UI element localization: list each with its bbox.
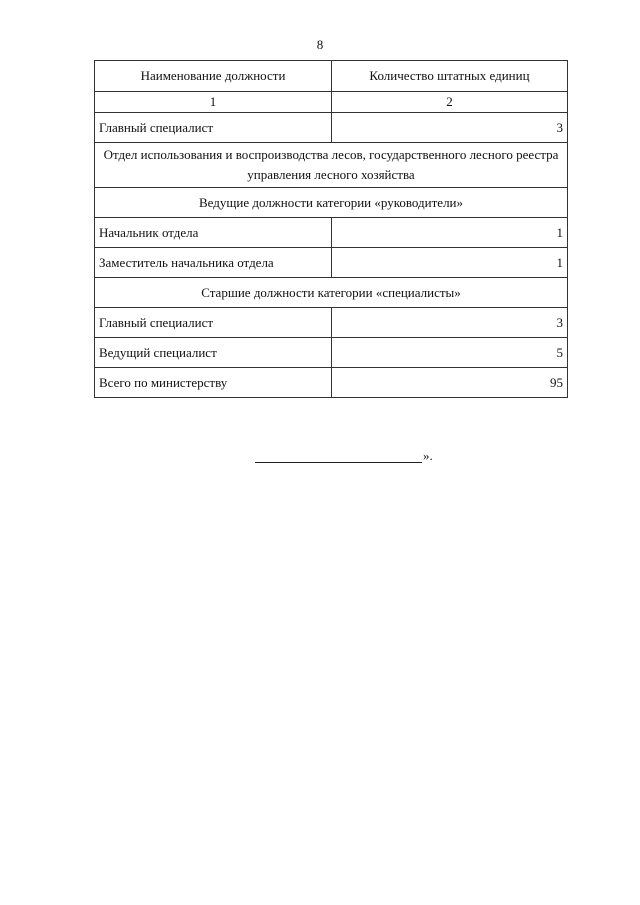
page-number: 8 [316, 37, 324, 52]
closing-mark: ». [423, 448, 433, 463]
section-row [95, 278, 568, 308]
table-row [95, 113, 568, 143]
count-cell: 1 [332, 218, 568, 248]
staff-table [94, 60, 568, 398]
position-cell: Начальник отдела [95, 218, 332, 248]
column-number-2: 2 [332, 92, 568, 113]
table-header-row [95, 61, 568, 92]
header-count: Количество штатных единиц [332, 61, 568, 92]
total-row [95, 368, 568, 398]
position-cell: Заместитель начальника отдела [95, 248, 332, 278]
section-row [95, 188, 568, 218]
section-row [95, 143, 568, 188]
position-cell: Главный специалист [95, 113, 332, 143]
section-title: Отдел использования и воспроизводства лесов, государственного лесного реестра управления лесного хозяйства [95, 143, 568, 188]
total-count: 95 [332, 368, 568, 398]
closing-line [255, 448, 422, 463]
table-row [95, 218, 568, 248]
count-cell: 3 [332, 113, 568, 143]
table-row [95, 338, 568, 368]
position-cell: Ведущий специалист [95, 338, 332, 368]
count-cell: 5 [332, 338, 568, 368]
section-title: Ведущие должности категории «руководители» [95, 188, 568, 218]
section-title: Старшие должности категории «специалисты» [95, 278, 568, 308]
position-cell: Главный специалист [95, 308, 332, 338]
header-position: Наименование должности [95, 61, 332, 92]
column-number-row [95, 92, 568, 113]
count-cell: 1 [332, 248, 568, 278]
total-label: Всего по министерству [95, 368, 332, 398]
table-row [95, 308, 568, 338]
table-row [95, 248, 568, 278]
count-cell: 3 [332, 308, 568, 338]
column-number-1: 1 [95, 92, 332, 113]
